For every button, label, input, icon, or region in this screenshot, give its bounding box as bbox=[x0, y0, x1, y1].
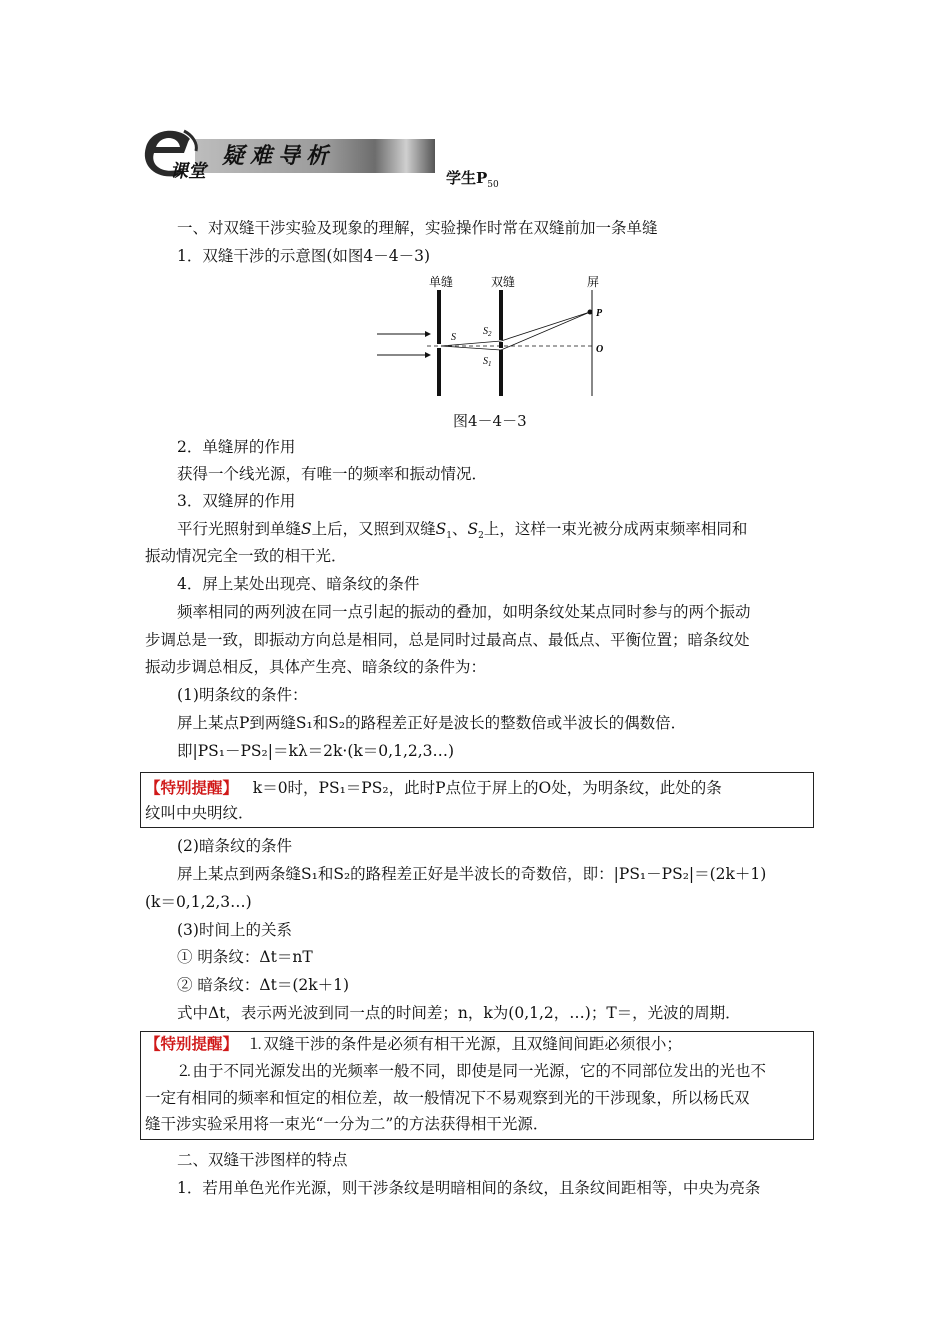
point-P bbox=[588, 310, 593, 315]
note1-line2: 纹叫中央明纹． bbox=[145, 804, 254, 822]
note2-line1: 【特别提醒】 ⒈双缝干涉的条件是必须有相干光源，且双缝间间距必须很小； bbox=[145, 1034, 682, 1053]
item1-heading: 1．双缝干涉的示意图(如图4－4－3) bbox=[177, 247, 431, 265]
double-slit-diagram bbox=[375, 272, 615, 402]
item3-heading: 3．双缝屏的作用 bbox=[177, 492, 296, 510]
dark-fringe-title: (2)暗条纹的条件 bbox=[177, 837, 292, 855]
item2-heading: 2．单缝屏的作用 bbox=[177, 438, 296, 456]
section2-heading: 二、双缝干涉图样的特点 bbox=[177, 1151, 348, 1169]
note1-line1: 【特别提醒】 k＝0时，PS₁＝PS₂，此时P点位于屏上的O处，为明条纹，此处的条 bbox=[145, 778, 722, 797]
label-S: S bbox=[451, 332, 456, 343]
item2-text: 获得一个线光源，有唯一的频率和振动情况． bbox=[177, 465, 488, 483]
item4-paragraph-line1: 频率相同的两列波在同一点引起的振动的叠加，如明条纹处某点同时参与的两个振动 bbox=[177, 603, 751, 621]
time-dark: ② 暗条纹：Δt＝(2k＋1) bbox=[177, 976, 350, 994]
dark-fringe-text-line1: 屏上某点到两条缝S₁和S₂的路程差正好是半波长的奇数倍，即：|PS₁－PS₂|＝(2k＋1) bbox=[177, 865, 767, 883]
label-screen: 屏 bbox=[587, 275, 600, 289]
double-slit-plate-bottom bbox=[499, 350, 503, 396]
time-note: 式中Δt，表示两光波到同一点的时间差；n，k为(0,1,2，…)；T＝，光波的周期． bbox=[177, 1004, 741, 1022]
note2-line3: 一定有相同的频率和恒定的相位差，故一般情况下不易观察到光的干涉现象，所以杨氏双 bbox=[145, 1089, 750, 1107]
figure-caption: 图4－4－3 bbox=[453, 412, 527, 430]
bright-fringe-title: (1)明条纹的条件： bbox=[177, 686, 308, 704]
bright-fringe-formula: 即|PS₁－PS₂|＝kλ＝2k·(k＝0,1,2,3…) bbox=[177, 742, 455, 760]
single-slit-plate-top bbox=[437, 290, 441, 344]
double-slit-plate-middle bbox=[499, 342, 503, 348]
note2-line4: 缝干涉实验采用将一束光“一分为二”的方法获得相干光源． bbox=[145, 1115, 549, 1133]
section-banner bbox=[140, 125, 440, 185]
item3-text-line1: 平行光照射到单缝S上后，又照到双缝$S_1$、$S_2$上，这样一束光被分成两束频率相同和 bbox=[177, 520, 748, 542]
svg-text:S1: $S_1$ bbox=[483, 356, 492, 368]
item3-text-line2: 振动情况完全一致的相干光． bbox=[145, 547, 347, 565]
note2-line2: ⒉由于不同光源发出的光频率一般不同，即使是同一光源，它的不同部位发出的光也不 bbox=[177, 1062, 767, 1080]
dark-fringe-text-line2: (k＝0,1,2,3…) bbox=[145, 893, 252, 911]
item4-heading: 4．屏上某处出现亮、暗条纹的条件 bbox=[177, 575, 420, 593]
item4-paragraph-line2: 步调总是一致，即振动方向总是相同，总是同时过最高点、最低点、平衡位置；暗条纹处 bbox=[145, 631, 750, 649]
banner-badge-text: 课堂 bbox=[170, 161, 206, 182]
svg-text:S2: $S_2$ bbox=[483, 326, 492, 338]
item4-paragraph-line3: 振动步调总相反，具体产生亮、暗条纹的条件为： bbox=[145, 658, 487, 676]
double-slit-plate-top bbox=[499, 290, 503, 340]
section1-heading: 一、对双缝干涉实验及现象的理解，实验操作时常在双缝前加一条单缝 bbox=[177, 219, 658, 237]
label-double-slit: 双缝 bbox=[491, 275, 516, 289]
label-P: P bbox=[596, 308, 603, 319]
time-relation-title: (3)时间上的关系 bbox=[177, 921, 292, 939]
label-single-slit: 单缝 bbox=[429, 275, 454, 289]
label-O: O bbox=[596, 344, 604, 355]
bright-fringe-text: 屏上某点P到两缝S₁和S₂的路程差正好是波长的整数倍或半波长的偶数倍． bbox=[177, 714, 687, 732]
section2-item1: 1．若用单色光作光源，则干涉条纹是明暗相间的条纹，且条纹间距相等，中央为亮条 bbox=[177, 1179, 761, 1197]
banner-title: 疑难导析 bbox=[222, 143, 335, 169]
student-page-ref: 学生$P_{50}$ bbox=[446, 169, 499, 190]
time-bright: ① 明条纹：Δt＝nT bbox=[177, 948, 313, 966]
single-slit-plate-bottom bbox=[437, 348, 441, 396]
